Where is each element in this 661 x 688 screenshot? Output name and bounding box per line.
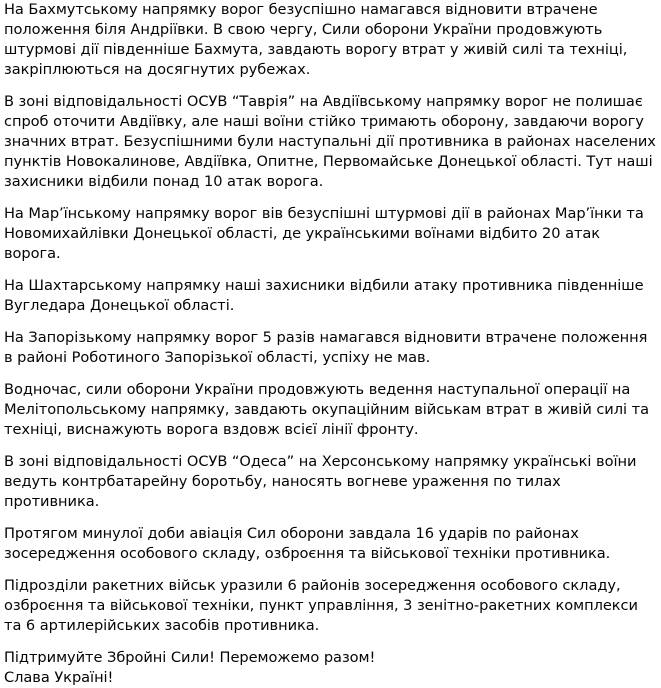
paragraph-melitopol: Водночас, сили оборони України продовжують ведення наступальної операції на Мелітопольському напрямку, завдають окупаційним військам втрат в живій силі та техніці, виснажують ворога вздовж всієї лінії фронту. — [4, 381, 649, 438]
paragraph-shakhtarsk: На Шахтарському напрямку наші захисники відбили атаку противника південніше Вугледара Донецької області. — [4, 277, 644, 314]
paragraph-zaporizhzhia: На Запорізькому напрямку ворог 5 разів намагався відновити втрачене положення в районі Роботиного Запорізької області, успіху не мав. — [4, 329, 648, 366]
closing-line-support: Підтримуйте Збройні Сили! Переможемо разом! — [4, 649, 376, 666]
paragraph-bakhmut: На Бахмутському напрямку ворог безуспішно намагався відновити втрачене положення біля Андріївки. В свою чергу, Сили оборони України продовжують штурмові дії південніше Бахмута, завдають ворогу втрат у живій силі та техніці, закріплюються на досягнутих рубежах. — [4, 1, 628, 78]
closing-line-glory: Слава Україні! — [4, 669, 114, 686]
paragraph-marinka: На Мар’їнському напрямку ворог вів безуспішні штурмові дії в районах Мар’їнки та Новомихайлівки Донецької області, де українськими воїнами відбито 20 атак ворога. — [4, 205, 644, 262]
paragraph-avdiivka: В зоні відповідальності ОСУВ “Таврія” на Авдіївському напрямку ворог не полишає спроб оточити Авдіївку, але наші воїни стійко тримають оборону, завдаючи ворогу значних втрат. Безуспішними були наступальні дії противника в районах населених пунктів Новокалинове, Авдіївка, Опитне, Первомайське Донецької області. Тут наші захисники відбили понад 10 атак ворога. — [4, 93, 656, 190]
paragraph-missile-troops: Підрозділи ракетних військ уразили 6 районів зосередження особового складу, озброєння та військової техніки, пункт управління, 3 зенітно-ракетних комплекси та 6 артилерійських засобів противника. — [4, 577, 638, 634]
paragraph-aviation: Протягом минулої доби авіація Сил оборони завдала 16 ударів по районах зосередження особового складу, озброєння та військової техніки противника. — [4, 525, 611, 562]
closing-block — [4, 648, 657, 688]
paragraph-kherson: В зоні відповідальності ОСУВ “Одеса” на Херсонському напрямку українські воїни ведуть контрбатарейну боротьбу, наносять вогневе ураження по тилах противника. — [4, 453, 637, 510]
